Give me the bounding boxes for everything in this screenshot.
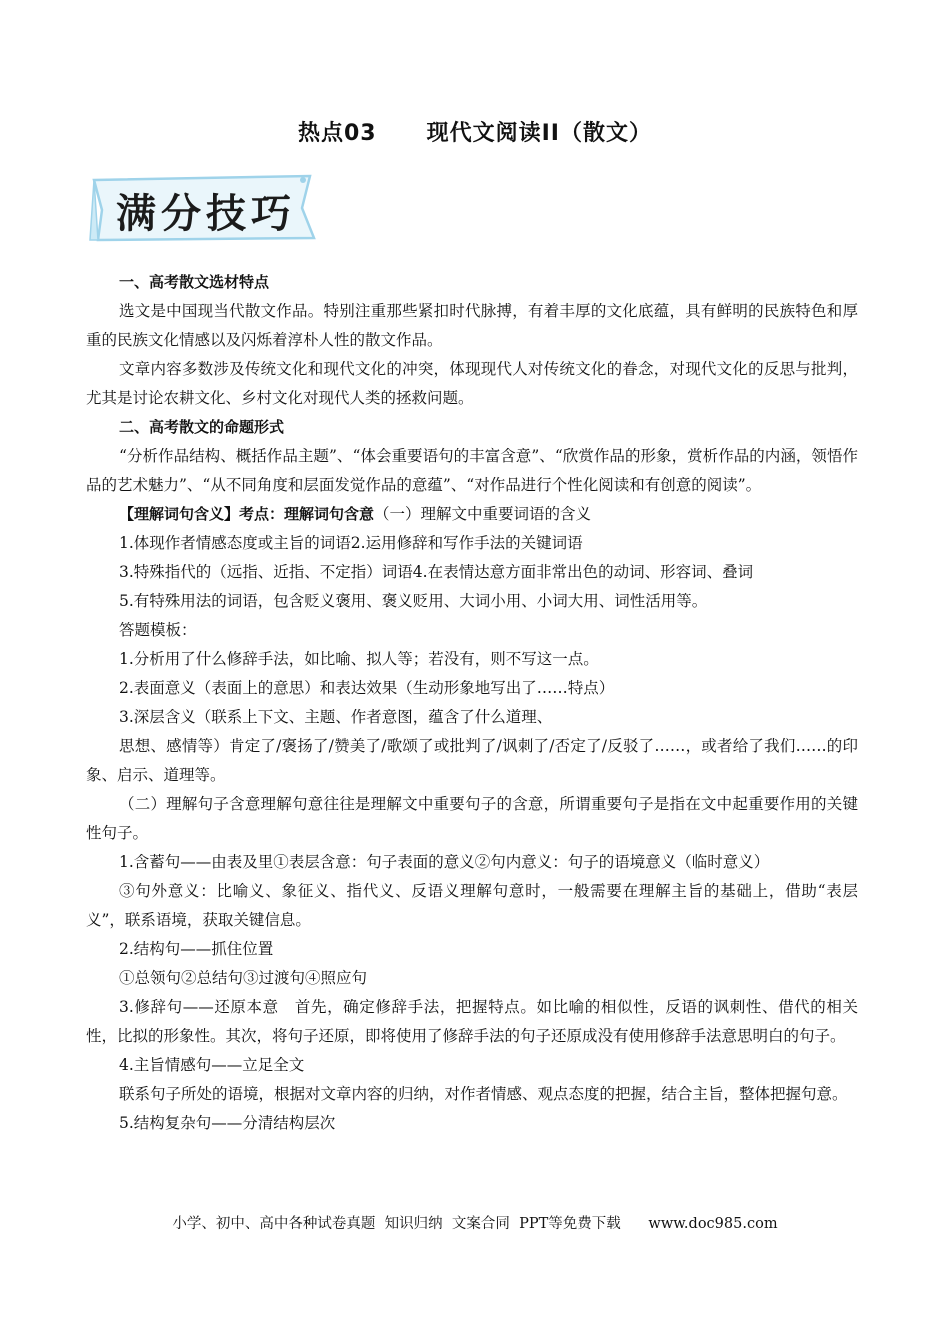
- list-item: 5.结构复杂句——分清结构层次: [119, 1114, 336, 1132]
- title-hot: 热点03: [298, 121, 377, 146]
- document-body: [86, 268, 858, 1138]
- banner-full-marks-tips: [88, 172, 320, 244]
- exam-point-label: 【理解词句含义】考点：理解词句含意: [119, 505, 375, 523]
- banner-text: 满分技巧: [116, 191, 296, 237]
- page-footer: [0, 1212, 950, 1233]
- list-item: 4.主旨情感句——立足全文: [119, 1056, 305, 1074]
- list-item: 5.有特殊用法的词语，包含贬义褒用、褒义贬用、大词小用、小词大用、词性活用等。: [119, 592, 708, 610]
- paragraph: 思想、感情等）肯定了/褒扬了/赞美了/歌颂了或批判了/讽刺了/否定了/反驳了……，或者给了我们……的印象、启示、道理等。: [86, 737, 858, 784]
- list-item: 3.特殊指代的（远指、近指、不定指）词语4.在表情达意方面非常出色的动词、形容词、叠词: [119, 563, 754, 581]
- section-heading: 一、高考散文选材特点: [119, 273, 270, 291]
- footer-site-link[interactable]: www.doc985.com: [648, 1216, 778, 1232]
- paragraph: 选文是中国现当代散文作品。特别注重那些紧扣时代脉搏，有着丰厚的文化底蕴，具有鲜明的民族特色和厚重的民族文化情感以及闪烁着淳朴人性的散文作品。: [86, 302, 858, 349]
- paragraph: “分析作品结构、概括作品主题”、“体会重要语句的丰富含意”、“欣赏作品的形象，赏析作品的内涵，领悟作品的艺术魅力”、“从不同角度和层面发觉作品的意蕴”、“对作品进行个性化阅读和有创意的阅读”。: [86, 447, 858, 494]
- section-heading: 二、高考散文的命题形式: [119, 418, 285, 436]
- exam-point-text: （一）理解文中重要词语的含义: [374, 505, 592, 523]
- page-title: [0, 116, 950, 147]
- list-item: 1.体现作者情感态度或主旨的词语2.运用修辞和写作手法的关键词语: [119, 534, 583, 552]
- title-main: 现代文阅读II（散文）: [426, 121, 652, 146]
- paragraph: 文章内容多数涉及传统文化和现代文化的冲突，体现现代人对传统文化的眷念，对现代文化的反思与批判，尤其是讨论农耕文化、乡村文化对现代人类的拯救问题。: [86, 360, 858, 407]
- template-label: 答题模板：: [119, 621, 197, 639]
- list-item: 2.结构句——抓住位置: [119, 940, 274, 958]
- list-item: 1.分析用了什么修辞手法，如比喻、拟人等；若没有，则不写这一点。: [119, 650, 599, 668]
- paragraph: （二）理解句子含意理解句意往往是理解文中重要句子的含意，所谓重要句子是指在文中起重要作用的关键性句子。: [86, 795, 858, 842]
- list-item: ①总领句②总结句③过渡句④照应句: [119, 969, 368, 987]
- paragraph: 3.修辞句——还原本意 首先，确定修辞手法，把握特点。如比喻的相似性，反语的讽刺性、借代的相关性，比拟的形象性。其次，将句子还原，即将使用了修辞手法的句子还原成没有使用修辞手法意思明白的句子。: [86, 998, 858, 1045]
- list-item: 3.深层含义（联系上下文、主题、作者意图，蕴含了什么道理、: [119, 708, 553, 726]
- footer-text: 小学、初中、高中各种试卷真题 知识归纳 文案合同 PPT等免费下载: [172, 1216, 621, 1232]
- list-item: 1.含蓄句——由表及里①表层含意：句子表面的意义②句内意义：句子的语境意义（临时意义）: [119, 853, 770, 871]
- list-item: 2.表面意义（表面上的意思）和表达效果（生动形象地写出了……特点）: [119, 679, 615, 697]
- exam-point-line: [86, 500, 858, 529]
- paragraph: 联系句子所处的语境，根据对文章内容的归纳，对作者情感、观点态度的把握，结合主旨，整体把握句意。: [119, 1085, 848, 1103]
- paragraph: ③句外意义：比喻义、象征义、指代义、反语义理解句意时，一般需要在理解主旨的基础上，借助“表层义”，联系语境，获取关键信息。: [86, 882, 858, 929]
